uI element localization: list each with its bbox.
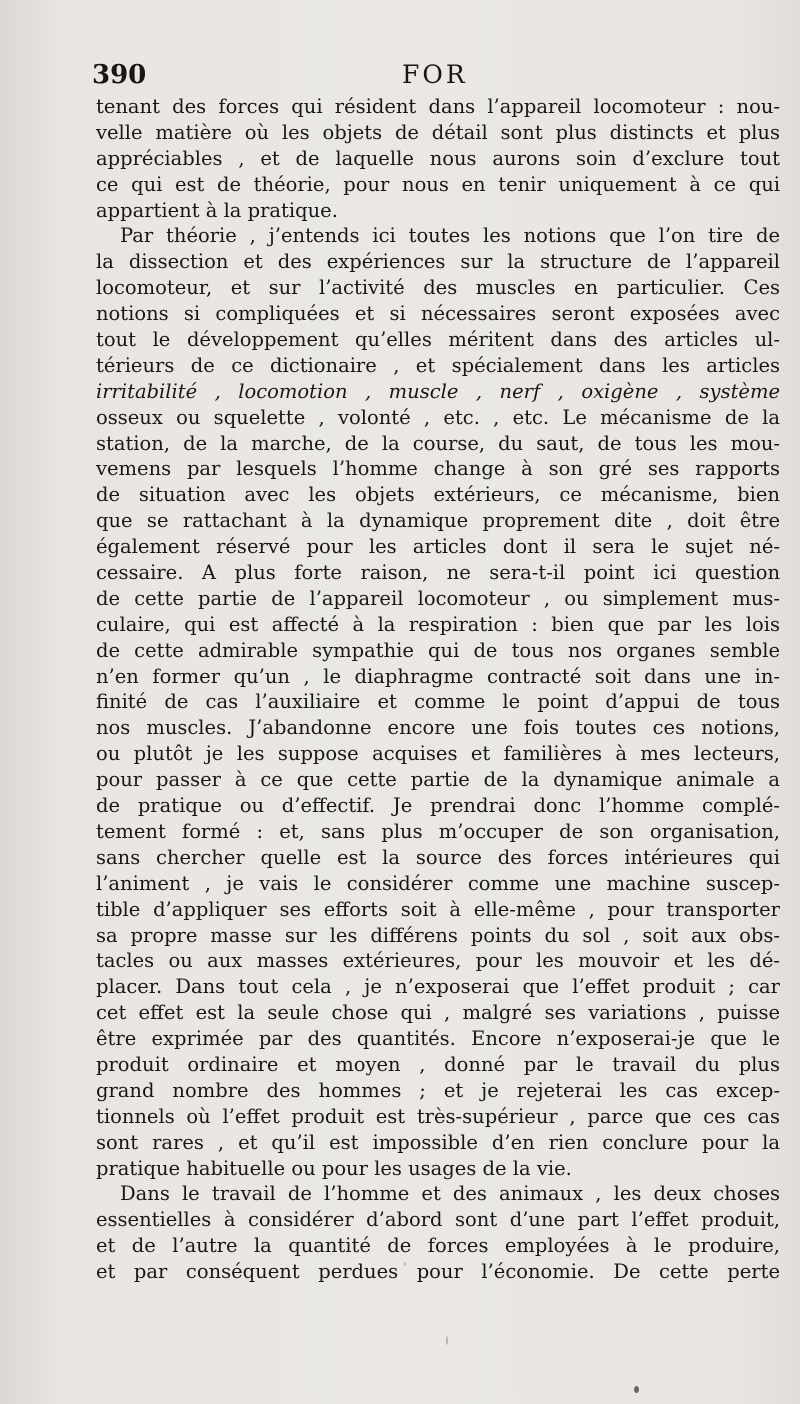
text-line: et de l’autre la quantité de forces employées à le produire,: [96, 1234, 780, 1258]
text-line: la dissection et des expériences sur la structure de l’appareil: [96, 250, 780, 274]
text-line: Par théorie , j’entends ici toutes les notions que l’on tire de: [120, 224, 780, 248]
text-line: de cette partie de l’appareil locomoteur , ou simplement mus-: [96, 586, 780, 610]
text-line: pour passer à ce que cette partie de la dynamique animale a: [96, 768, 780, 792]
ink-speck: [446, 1336, 448, 1345]
text-line: n’en former qu’un , le diaphragme contracté soit dans une in-: [96, 664, 780, 688]
text-line: que se rattachant à la dynamique proprement dite , doit être: [96, 509, 780, 533]
running-head: FOR: [402, 60, 468, 89]
text-line: irritabilité , locomotion , muscle , nerf , oxigène , système: [96, 379, 780, 403]
text-line: notions si compliquées et si nécessaires seront exposées avec: [96, 302, 780, 326]
text-line: sont rares , et qu’il est impossible d’en rien conclure pour la: [96, 1130, 780, 1154]
text-line: finité de cas l’auxiliaire et comme le point d’appui de tous: [96, 690, 780, 714]
text-line: Dans le travail de l’homme et des animaux , les deux choses: [120, 1182, 780, 1206]
text-line: ou plutôt je les suppose acquises et familières à mes lecteurs,: [96, 742, 780, 766]
text-line: appartient à la pratique.: [96, 198, 338, 222]
text-line: grand nombre des hommes ; et je rejeterai les cas excep-: [96, 1078, 780, 1102]
text-line: cet effet est la seule chose qui , malgré ses variations , puisse: [96, 1001, 780, 1025]
paragraph: [96, 1181, 780, 1285]
text-line: de pratique ou d’effectif. Je prendrai donc l’homme complé-: [96, 794, 780, 818]
text-line: pratique habituelle ou pour les usages de la vie.: [96, 1156, 572, 1180]
text-line: sans chercher quelle est la source des forces intérieures qui: [96, 845, 780, 869]
text-line: tionnels où l’effet produit est très-supérieur , parce que ces cas: [96, 1104, 780, 1128]
body-text: [96, 94, 780, 1285]
text-line: tenant des forces qui résident dans l’appareil locomoteur : nou-: [96, 95, 780, 118]
text-line: cessaire. A plus forte raison, ne sera-t-il point ici question: [96, 561, 780, 585]
text-line: vemens par lesquels l’homme change à son gré ses rapports: [96, 457, 780, 481]
text-line: l’animent , je vais le considérer comme une machine suscep-: [96, 871, 780, 895]
text-line: station, de la marche, de la course, du saut, de tous les mou-: [96, 431, 780, 455]
text-line: osseux ou squelette , volonté , etc. , etc. Le mécanisme de la: [96, 405, 780, 429]
text-line: locomoteur, et sur l’activité des muscles en particulier. Ces: [96, 276, 780, 300]
text-line: culaire, qui est affecté à la respiration : bien que par les lois: [96, 612, 780, 636]
text-line: tacles ou aux masses extérieures, pour les mouvoir et les dé-: [96, 949, 780, 973]
text-line: ce qui est de théorie, pour nous en tenir uniquement à ce qui: [96, 172, 780, 196]
ink-speck: [634, 1386, 639, 1393]
text-line: térieurs de ce dictionaire , et spécialement dans les articles: [96, 353, 780, 377]
text-line: produit ordinaire et moyen , donné par le travail du plus: [96, 1052, 780, 1076]
text-line: nos muscles. J’abandonne encore une fois toutes ces notions,: [96, 716, 780, 740]
text-line: essentielles à considérer d’abord sont d’une part l’effet produit,: [96, 1208, 780, 1232]
ink-speck: [404, 1262, 406, 1266]
text-line: velle matière où les objets de détail sont plus distincts et plus: [96, 120, 780, 144]
text-line: tout le développement qu’elles méritent dans des articles ul-: [96, 328, 780, 352]
page-header: [92, 60, 782, 94]
text-line: sa propre masse sur les différens points du sol , soit aux obs-: [96, 923, 780, 947]
text-line: et par conséquent perdues pour l’économie. De cette perte: [96, 1260, 780, 1284]
text-line: tement formé : et, sans plus m’occuper de son organisation,: [96, 819, 780, 843]
text-line: de cette admirable sympathie qui de tous nos organes semble: [96, 638, 780, 662]
text-line: être exprimée par des quantités. Encore n’exposerai-je que le: [96, 1027, 780, 1051]
page-number: 390: [92, 60, 147, 90]
text-line: de situation avec les objets extérieurs, ce mécanisme, bien: [96, 483, 780, 507]
text-line: appréciables , et de laquelle nous aurons soin d’exclure tout: [96, 146, 780, 170]
paragraph: [96, 94, 780, 223]
paragraph: [96, 223, 780, 1181]
text-line: également réservé pour les articles dont il sera le sujet né-: [96, 535, 780, 559]
text-line: tible d’appliquer ses efforts soit à elle-même , pour transporter: [96, 897, 780, 921]
text-line: placer. Dans tout cela , je n’exposerai que l’effet produit ; car: [96, 975, 780, 999]
